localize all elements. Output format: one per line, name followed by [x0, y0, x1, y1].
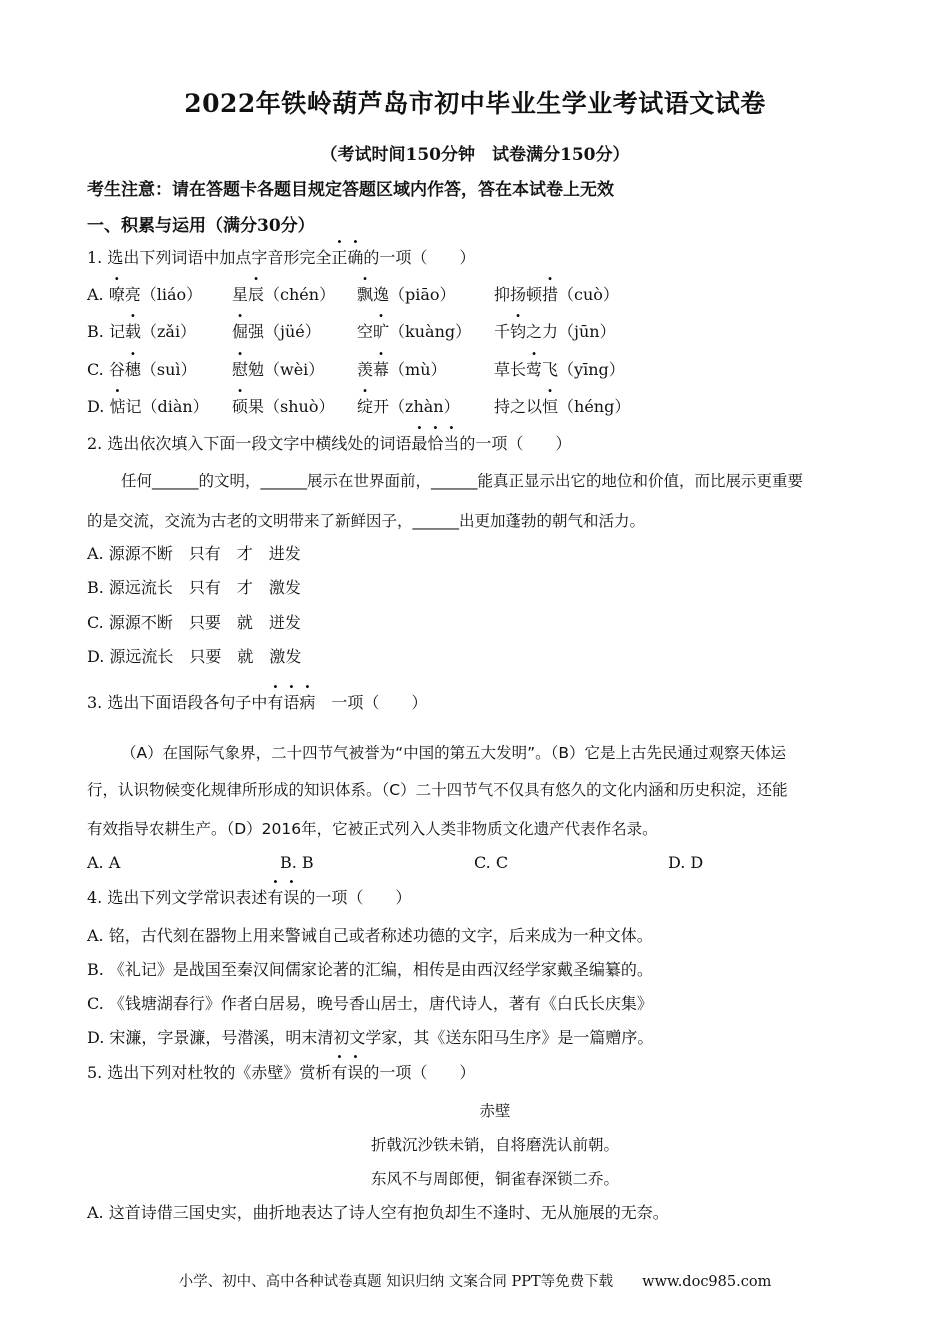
dotted-character: 确 — [347, 248, 364, 267]
dotted-character: 误 — [347, 1063, 364, 1082]
question-3-option-b: B. B — [280, 853, 314, 872]
question-3-stem: 3. 选出下面语段各句子中有语病 一项（ ） — [87, 693, 428, 712]
dotted-character: 钧 — [510, 322, 527, 341]
question-3-passage-line: 有效指导农耕生产。（D）2016年，它被正式列入人类非物质文化遗产代表作名录。 — [87, 820, 658, 838]
word-item — [357, 321, 471, 343]
question-4-option-a: A. 铭，古代刻在器物上用来警诫自己或者称述功德的文字，后来成为一种文体。 — [87, 926, 653, 945]
dotted-emphasis — [267, 693, 315, 712]
dotted-character: 正 — [331, 248, 348, 267]
question-4-option-d: D. 宋濂，字景濂，号潜溪，明末清初文学家，其《送东阳马生序》是一篇赠序。 — [87, 1028, 654, 1047]
dotted-character: 倔 — [232, 322, 249, 341]
word-item — [87, 284, 202, 306]
word-item — [87, 321, 196, 343]
dotted-character: 有 — [267, 888, 284, 907]
dotted-character: 硕 — [232, 397, 249, 416]
question-4-option-b: B. 《礼记》是战国至秦汉间儒家论著的汇编，相传是由西汉经学家戴圣编纂的。 — [87, 960, 653, 979]
question-2-stem: 2. 选出依次填入下面一段文字中横线处的词语最恰当的一项（ ） — [87, 434, 572, 453]
word-item — [494, 359, 625, 381]
dotted-character: 误 — [283, 888, 300, 907]
question-3-passage-line: 行，认识物候变化规律所形成的知识体系。（C）二十四节气不仅具有悠久的文化内涵和历史积淀，还能 — [87, 781, 788, 799]
question-3-passage-line: （A）在国际气象界，二十四节气被誉为“中国的第五大发明”。（B）它是上古先民通过观察天体运 — [121, 744, 787, 762]
word-item — [494, 284, 619, 306]
word-item — [357, 396, 460, 418]
dotted-character: 有 — [331, 1063, 348, 1082]
word-pinyin: 记（diàn） — [125, 397, 209, 416]
question-3-option-c: C. C — [474, 853, 509, 872]
word-pinyin: （mù） — [389, 360, 447, 379]
question-2-option-c: C. 源源不断 只要 就 迸发 — [87, 613, 301, 632]
word-pinyin: 果（shuò） — [248, 397, 335, 416]
word-item — [494, 396, 630, 418]
question-2-passage-line: 的是交流，交流为古老的文明带来了新鲜因子，______出更加蓬勃的朝气和活力。 — [87, 512, 646, 530]
word-item — [87, 396, 209, 418]
question-2-option-b: B. 源远流长 只有 才 激发 — [87, 578, 301, 597]
poem-line: 折戟沉沙铁未销，自将磨洗认前朝。 — [370, 1136, 619, 1154]
section-heading: 一、积累与运用（满分30分） — [87, 216, 315, 236]
option-label: A. — [87, 285, 109, 304]
dotted-character: 辰 — [248, 285, 265, 304]
word-text: 谷 — [108, 360, 125, 379]
dotted-character: 病 — [299, 693, 316, 712]
dotted-character: 慰 — [232, 360, 249, 379]
dotted-character: 语 — [283, 693, 300, 712]
question-4-stem: 4. 选出下列文学常识表述有误的一项（ ） — [87, 888, 412, 907]
word-text: 抑扬顿 — [494, 285, 543, 304]
word-text: 羡 — [357, 360, 374, 379]
word-text: 空 — [357, 322, 374, 341]
question-4-option-c: C. 《钱塘湖春行》作者白居易，晚号香山居士，唐代诗人，著有《白氏长庆集》 — [87, 994, 653, 1013]
question-5-option-a: A. 这首诗借三国史实，曲折地表达了诗人空有抱负却生不逢时、无从施展的无奈。 — [87, 1203, 669, 1222]
page-footer: 小学、初中、高中各种试卷真题 知识归纳 文案合同 PPT等免费下载 www.doc985.com — [178, 1274, 772, 1290]
word-item — [232, 284, 335, 306]
question-1-stem: 1. 选出下列词语中加点字音形完全正确的一项（ ） — [87, 248, 476, 267]
option-label: D. — [87, 397, 110, 416]
page-title: 2022年铁岭葫芦岛市初中毕业生学业考试语文试卷 — [184, 89, 766, 118]
dotted-character: 惦 — [109, 397, 126, 416]
question-5-stem: 5. 选出下列对杜牧的《赤壁》赏析有误的一项（ ） — [87, 1063, 476, 1082]
notice: 考生注意：请在答题卡各题目规定答题区域内作答，答在本试卷上无效 — [87, 180, 614, 200]
question-2-option-a: A. 源源不断 只有 才 进发 — [87, 544, 301, 563]
exam-info: （考试时间150分钟 试卷满分150分） — [320, 145, 630, 165]
dotted-character: 绽 — [357, 397, 374, 416]
question-2-passage-line: 任何______的文明，______展示在世界面前，______能真正显示出它的地位和价值，而比展示更重要 — [121, 472, 804, 490]
word-pinyin: 强（jüé） — [248, 322, 321, 341]
dotted-character: 当 — [443, 434, 460, 453]
word-pinyin: 开（zhàn） — [373, 397, 460, 416]
dotted-character: 措 — [542, 285, 559, 304]
question-3-option-a: A. A — [87, 853, 121, 872]
dotted-character: 穗 — [124, 360, 141, 379]
dotted-emphasis — [331, 1063, 363, 1082]
word-text: 持之以 — [494, 397, 543, 416]
dotted-character: 有 — [267, 693, 284, 712]
word-item — [357, 359, 447, 381]
dotted-character: 幕 — [373, 360, 390, 379]
word-pinyin: 逸（piāo） — [373, 285, 456, 304]
word-text: 记 — [108, 322, 125, 341]
word-pinyin: （suì） — [140, 360, 197, 379]
word-pinyin: （cuò） — [558, 285, 619, 304]
word-item — [87, 359, 197, 381]
word-pinyin: 之力（jūn） — [526, 322, 616, 341]
dotted-emphasis — [267, 888, 299, 907]
word-item — [494, 321, 616, 343]
word-text: 星 — [232, 285, 249, 304]
word-pinyin: 飞（yīng） — [542, 360, 625, 379]
dotted-character: 恒 — [542, 397, 559, 416]
dotted-emphasis — [411, 434, 459, 453]
option-label: C. — [87, 360, 109, 379]
word-item — [357, 284, 456, 306]
word-pinyin: 亮（liáo） — [124, 285, 203, 304]
dotted-character: 载 — [124, 322, 141, 341]
word-pinyin: 勉（wèi） — [248, 360, 325, 379]
dotted-emphasis — [331, 248, 363, 267]
question-3-option-d: D. D — [668, 853, 704, 872]
dotted-character: 最 — [411, 434, 428, 453]
word-pinyin: （zǎi） — [140, 322, 197, 341]
word-item — [232, 321, 321, 343]
word-item — [232, 359, 324, 381]
word-pinyin: （héng） — [558, 397, 631, 416]
dotted-character: 飘 — [357, 285, 374, 304]
word-pinyin: （chén） — [264, 285, 336, 304]
option-label: B. — [87, 322, 109, 341]
dotted-character: 莺 — [526, 360, 543, 379]
word-item — [232, 396, 334, 418]
word-text: 千 — [494, 322, 511, 341]
question-2-option-d: D. 源远流长 只要 就 激发 — [87, 647, 302, 666]
poem-line: 东风不与周郎便，铜雀春深锁二乔。 — [370, 1170, 619, 1188]
word-text: 草长 — [494, 360, 527, 379]
dotted-character: 嘹 — [108, 285, 125, 304]
poem-title: 赤壁 — [479, 1102, 511, 1120]
word-pinyin: （kuàng） — [389, 322, 472, 341]
dotted-character: 恰 — [427, 434, 444, 453]
dotted-character: 旷 — [373, 322, 390, 341]
